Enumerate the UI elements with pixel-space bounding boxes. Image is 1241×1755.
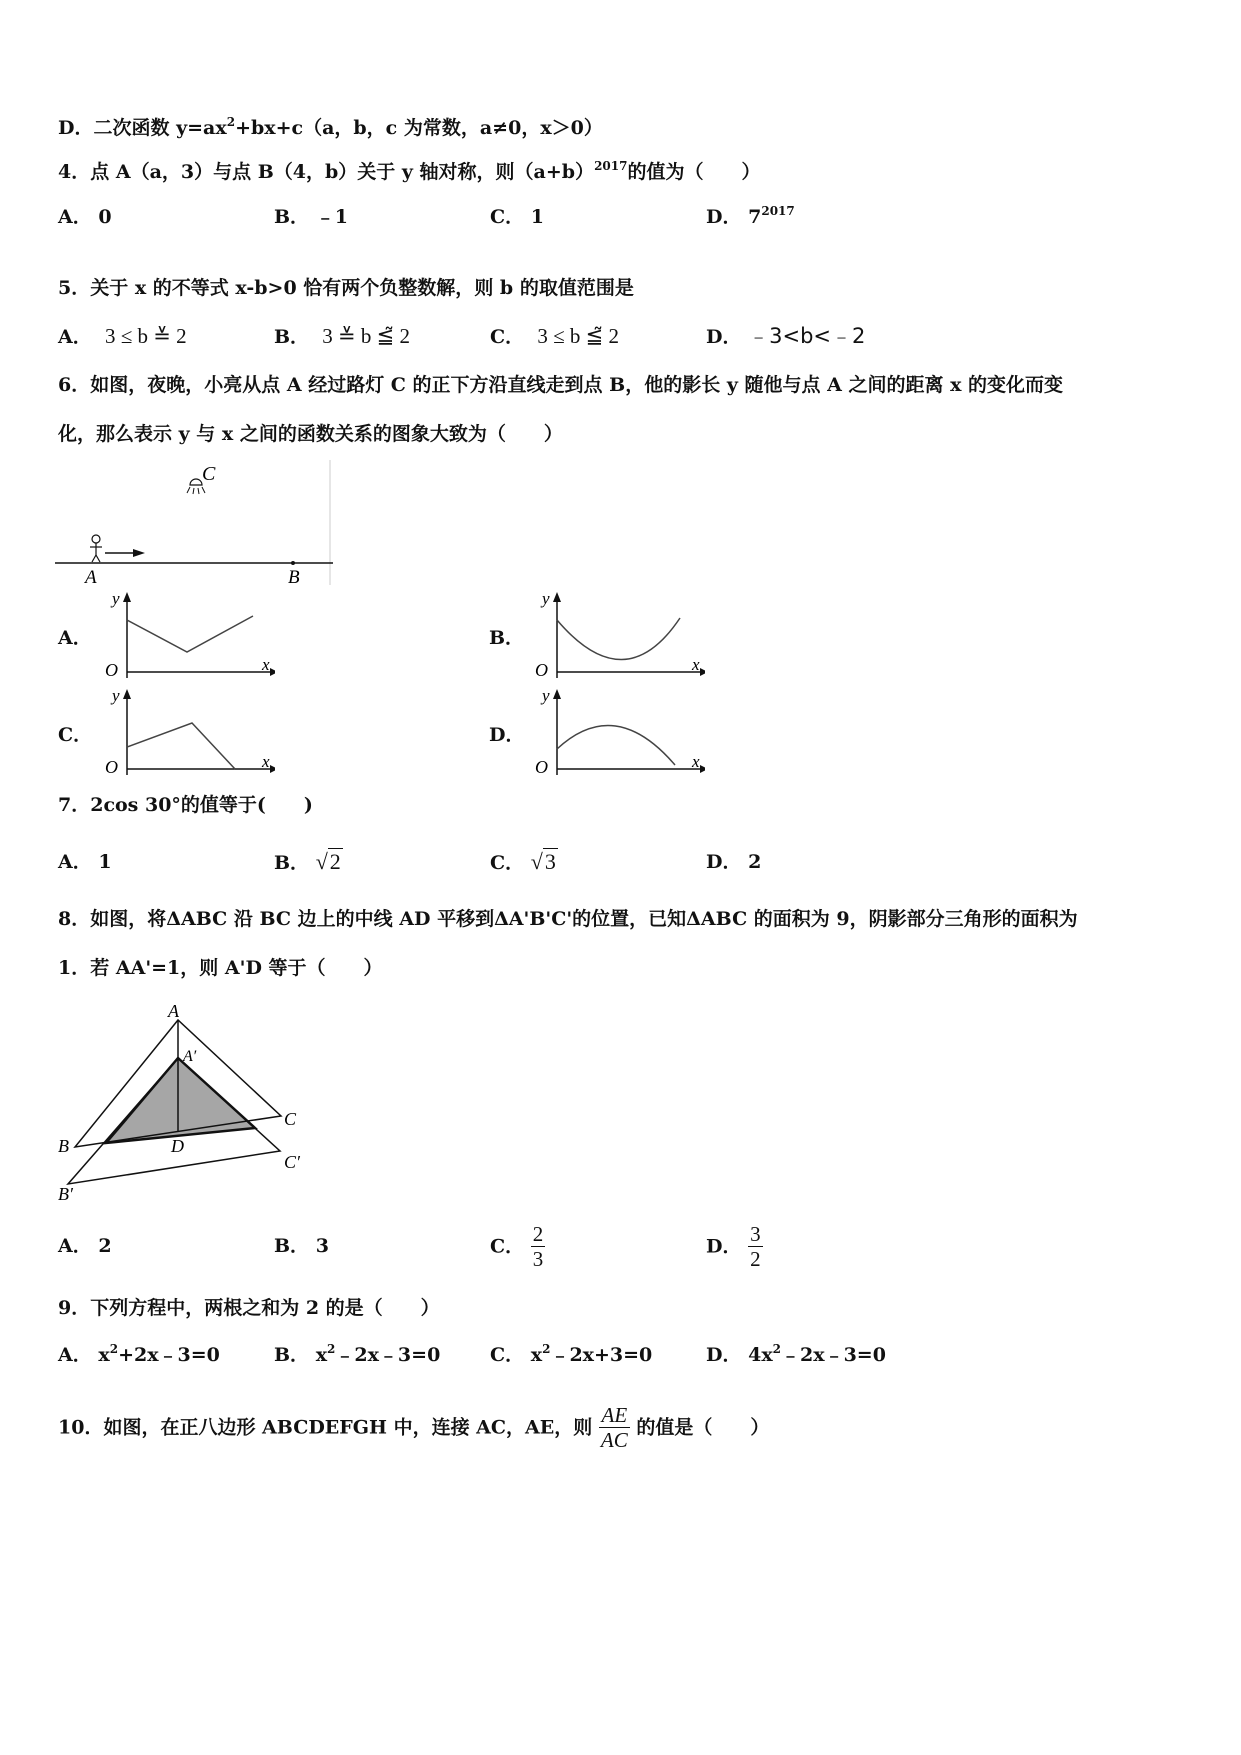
option-label: B． xyxy=(274,1344,310,1366)
q4-option-b[interactable] xyxy=(274,205,348,229)
option-label: C． xyxy=(490,326,525,348)
point-b xyxy=(291,561,295,565)
option-value: 3 ≤ b ≚ 2 xyxy=(104,324,187,348)
option-label: A． xyxy=(58,206,92,228)
y-axis-label: y xyxy=(542,687,550,705)
q8-option-a[interactable] xyxy=(58,1234,112,1258)
q9-stem: 9．下列方程中，两根之和为 2 的是（ ） xyxy=(58,1297,440,1319)
superscript: 2 xyxy=(542,1342,551,1356)
q8-figure-triangles xyxy=(55,1000,315,1205)
option-rest: +2x﹣3=0 xyxy=(118,1344,220,1366)
point-b-label: B xyxy=(288,567,300,588)
q9-option-d[interactable] xyxy=(706,1343,886,1367)
x-axis-label: x xyxy=(692,655,700,674)
superscript: 2 xyxy=(226,115,236,129)
q7-stem: 7．2cos 30°的值等于( ) xyxy=(58,794,313,816)
option-label: B． xyxy=(274,1235,310,1257)
q9-option-b[interactable] xyxy=(274,1343,440,1367)
option-label: B． xyxy=(274,206,310,228)
q6-option-a-label[interactable]: A． xyxy=(58,627,92,649)
denominator: 2 xyxy=(750,1247,761,1271)
label-b: B xyxy=(58,1136,69,1156)
q4-option-d[interactable] xyxy=(706,205,795,229)
graph-curve xyxy=(127,723,235,769)
lamp-label: C xyxy=(202,463,216,485)
superscript: 2 xyxy=(772,1342,782,1356)
option-value: 0 xyxy=(98,206,112,228)
stem-text: 4．点 A（a，3）与点 B（4，b）关于 y 轴对称，则（a+b） xyxy=(58,161,595,183)
option-value: 2 xyxy=(748,851,762,873)
option-label: B． xyxy=(274,852,310,874)
y-axis-label: y xyxy=(542,590,550,608)
radicand: 3 xyxy=(544,849,556,874)
q6-option-d-graph[interactable] xyxy=(525,687,705,777)
graph-curve xyxy=(557,618,680,660)
q9-option-c[interactable] xyxy=(490,1343,652,1367)
q6-option-b-label[interactable]: B． xyxy=(489,627,525,649)
sqrt-value: √2 xyxy=(315,849,341,874)
option-text: 二次函数 y=ax xyxy=(93,117,227,139)
option-label: A． xyxy=(58,1235,92,1257)
point-a-label: A xyxy=(85,567,97,588)
numerator: 2 xyxy=(532,1222,544,1246)
radicand: 2 xyxy=(329,849,341,874)
x-axis-label: x xyxy=(692,752,700,771)
option-label: D． xyxy=(706,1344,742,1366)
option-value: ﹣1 xyxy=(315,206,348,228)
q5-option-b[interactable] xyxy=(274,324,410,349)
q6-stem-line1: 6．如图，夜晚，小亮从点 A 经过路灯 C 的正下方沿直线走到点 B，他的影长 y 随他与点 A 之间的距离 x 的变化而变 xyxy=(58,374,1064,396)
label-b-prime: B′ xyxy=(58,1184,73,1204)
stem-end: 的值是（ ） xyxy=(636,1416,770,1439)
origin-label: O xyxy=(535,660,548,680)
numerator: AE xyxy=(599,1403,630,1428)
q10-stem xyxy=(58,1403,769,1452)
option-label: D． xyxy=(706,326,742,348)
label-a-prime: A′ xyxy=(183,1048,197,1065)
q3-option-d xyxy=(58,116,603,140)
q7-option-d[interactable] xyxy=(706,850,761,874)
superscript: 2017 xyxy=(761,204,795,218)
q6-option-a-graph[interactable] xyxy=(95,590,275,680)
x-axis-label: x xyxy=(262,655,270,674)
option-label: A． xyxy=(58,1344,92,1366)
option-label: C． xyxy=(490,852,525,874)
y-axis-label: y xyxy=(112,687,120,705)
q8-option-d[interactable] xyxy=(706,1222,763,1271)
label-a: A xyxy=(168,1001,179,1021)
option-label: A． xyxy=(58,326,92,348)
label-c-prime: C′ xyxy=(284,1152,300,1172)
x-axis-label: x xyxy=(262,752,270,771)
q7-option-b[interactable] xyxy=(274,850,343,875)
fraction xyxy=(748,1222,763,1271)
q6-option-d-label[interactable]: D． xyxy=(489,724,525,746)
option-value: 2 xyxy=(98,1235,112,1257)
q6-option-b-graph[interactable] xyxy=(525,590,705,680)
q8-option-c[interactable] xyxy=(490,1222,545,1271)
option-term: x xyxy=(530,1344,543,1366)
option-rest: ﹣2x﹣3=0 xyxy=(781,1344,886,1366)
stem-text: 10．如图，在正八边形 ABCDEFGH 中，连接 AC，AE，则 xyxy=(58,1416,593,1439)
q6-stem-line2: 化，那么表示 y 与 x 之间的函数关系的图象大致为（ ） xyxy=(58,423,563,445)
option-label: B． xyxy=(274,326,310,348)
option-rest: ﹣2x﹣3=0 xyxy=(335,1344,441,1366)
option-value: 7 xyxy=(748,206,762,228)
q4-option-c[interactable] xyxy=(490,205,544,229)
numerator: 3 xyxy=(750,1222,761,1246)
stem-end: 的值为（ ） xyxy=(627,161,761,183)
option-term: x xyxy=(98,1344,110,1366)
graph-curve xyxy=(557,725,675,765)
origin-label: O xyxy=(535,757,548,777)
q6-option-c-label[interactable]: C． xyxy=(58,724,93,746)
origin-label: O xyxy=(105,660,118,680)
q8-stem-line1: 8．如图，将ΔABC 沿 BC 边上的中线 AD 平移到ΔA'B'C'的位置，已知ΔABC 的面积为 9，阴影部分三角形的面积为 xyxy=(58,908,1078,930)
superscript: 2 xyxy=(109,1342,119,1356)
option-value: 1 xyxy=(98,851,112,873)
graph-curve xyxy=(127,616,253,652)
option-label: D． xyxy=(706,851,742,873)
option-rest: ﹣2x+3=0 xyxy=(550,1344,653,1366)
person-icon xyxy=(90,535,102,562)
q7-option-c[interactable] xyxy=(490,850,558,875)
option-text-end: +bx+c（a，b，c 为常数，a≠0，x＞0） xyxy=(235,117,603,139)
q5-option-c[interactable] xyxy=(490,324,619,349)
fraction xyxy=(599,1403,630,1452)
label-c: C xyxy=(284,1109,297,1129)
q8-stem-line2: 1．若 AA'=1，则 A'D 等于（ ） xyxy=(58,957,383,979)
option-label: D． xyxy=(706,206,742,228)
q5-stem: 5．关于 x 的不等式 x-b>0 恰有两个负整数解，则 b 的取值范围是 xyxy=(58,277,634,299)
option-label: D． xyxy=(58,117,94,139)
denominator: 3 xyxy=(532,1247,544,1271)
sqrt-value: √3 xyxy=(530,849,556,874)
option-value: 3 ≚ b ≦̃ 2 xyxy=(322,324,410,348)
q5-option-d[interactable] xyxy=(706,324,865,349)
q5-option-a[interactable] xyxy=(58,324,187,349)
q8-option-b[interactable] xyxy=(274,1234,329,1258)
q4-stem xyxy=(58,160,761,184)
denominator: AC xyxy=(600,1428,628,1452)
q6-figure-street xyxy=(55,455,335,590)
option-label: D． xyxy=(706,1235,742,1258)
option-term: 4x xyxy=(748,1344,773,1366)
superscript: 2017 xyxy=(594,159,628,173)
q9-option-a[interactable] xyxy=(58,1343,220,1367)
option-label: C． xyxy=(490,206,525,228)
option-label: C． xyxy=(490,1344,525,1366)
arrow-right-icon xyxy=(105,549,145,557)
option-label: A． xyxy=(58,851,92,873)
option-value: 1 xyxy=(530,206,544,228)
option-term: x xyxy=(315,1344,328,1366)
q4-option-a[interactable] xyxy=(58,205,112,229)
q7-option-a[interactable] xyxy=(58,850,112,874)
fraction xyxy=(531,1222,546,1271)
option-value: 3 xyxy=(315,1235,329,1257)
superscript: 2 xyxy=(327,1342,336,1356)
option-value: ﹣3<b<﹣2 xyxy=(748,324,866,348)
origin-label: O xyxy=(105,757,118,777)
option-value: 3 ≤ b ≦̃ 2 xyxy=(537,324,619,348)
label-d: D xyxy=(171,1136,184,1156)
y-axis-label: y xyxy=(112,590,120,608)
q6-option-c-graph[interactable] xyxy=(95,687,275,777)
option-label: C． xyxy=(490,1235,525,1258)
